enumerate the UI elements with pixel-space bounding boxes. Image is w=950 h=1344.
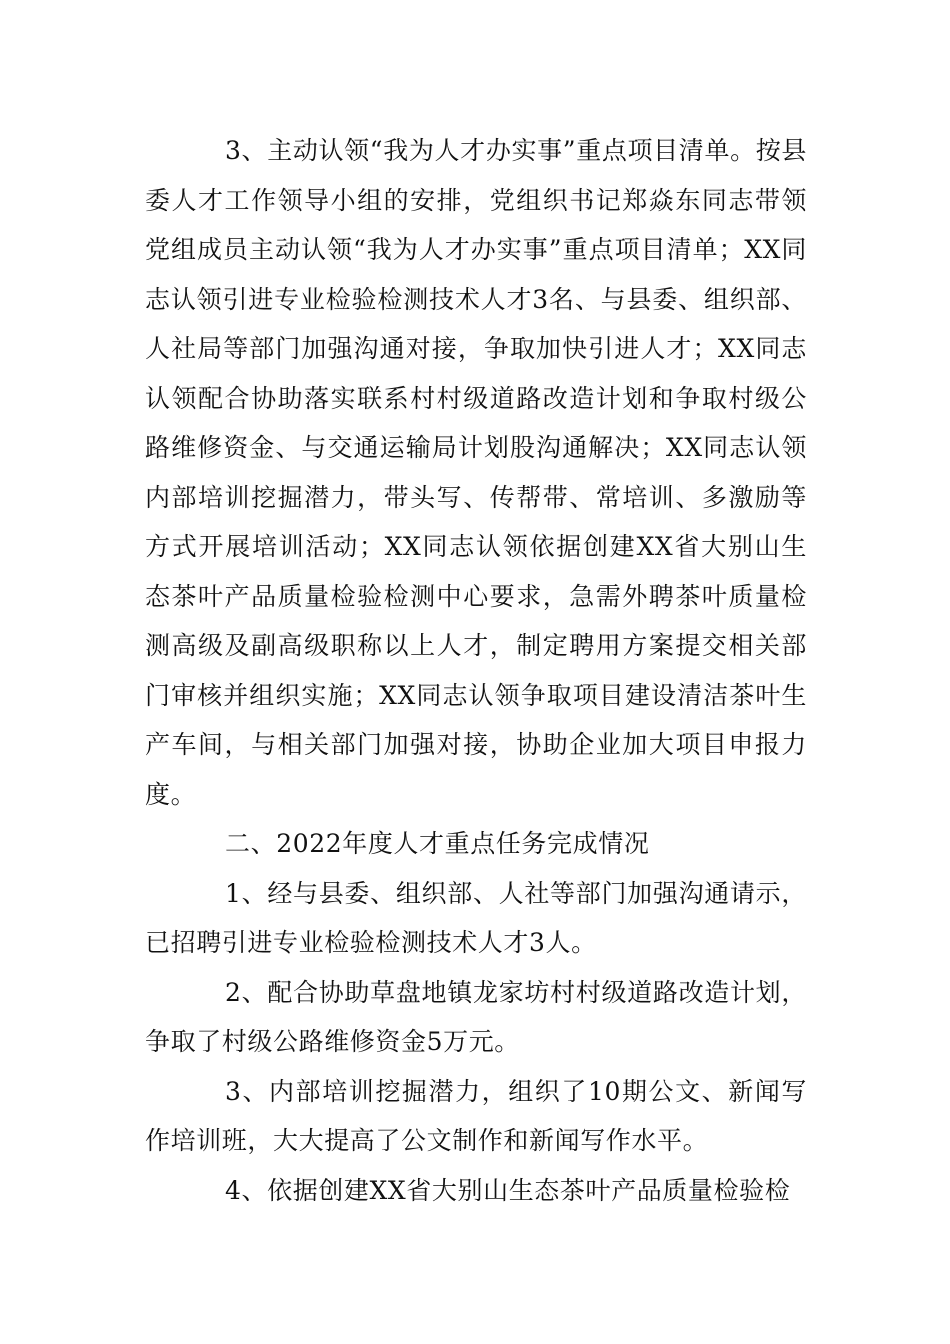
paragraph-item-3: 3、内部培训挖掘潜力，组织了10期公文、新闻写作培训班，大大提高了公文制作和新闻写作水平。 — [145, 1076, 807, 1155]
paragraph-item-1: 1、经与县委、组织部、人社等部门加强沟通请示，已招聘引进专业检验检测技术人才3人。 — [145, 878, 807, 957]
paragraph-item-4: 4、依据创建XX省大别山生态茶叶产品质量检验检 — [225, 1175, 791, 1205]
document-body — [145, 126, 807, 1215]
section-heading: 二、2022年度人才重点任务完成情况 — [225, 829, 650, 858]
paragraph-item-2: 2、配合协助草盘地镇龙家坊村村级道路改造计划，争取了村级公路维修资金5万元。 — [145, 977, 807, 1056]
paragraph-item-3-tasks: 3、主动认领“我为人才办实事”重点项目清单。按县委人才工作领导小组的安排，党组织书记郑焱东同志带领党组成员主动认领“我为人才办实事”重点项目清单；XX同志认领引进专业检验检测技术人才3名、与县委、组织部、人社局等部门加强沟通对接，争取加快引进人才；XX同志认领配合协助落实联系村村级道路改造计划和争取村级公路维修资金、与交通运输局计划股沟通解决；XX同志认领内部培训挖掘潜力，带头写、传帮带、常培训、多激励等方式开展培训活动；XX同志认领依据创建XX省大别山生态茶叶产品质量检验检测中心要求，急需外聘茶叶质量检测高级及副高级职称以上人才，制定聘用方案提交相关部门审核并组织实施；XX同志认领争取项目建设清洁茶叶生产车间，与相关部门加强对接，协助企业加大项目申报力度。 — [145, 136, 807, 809]
